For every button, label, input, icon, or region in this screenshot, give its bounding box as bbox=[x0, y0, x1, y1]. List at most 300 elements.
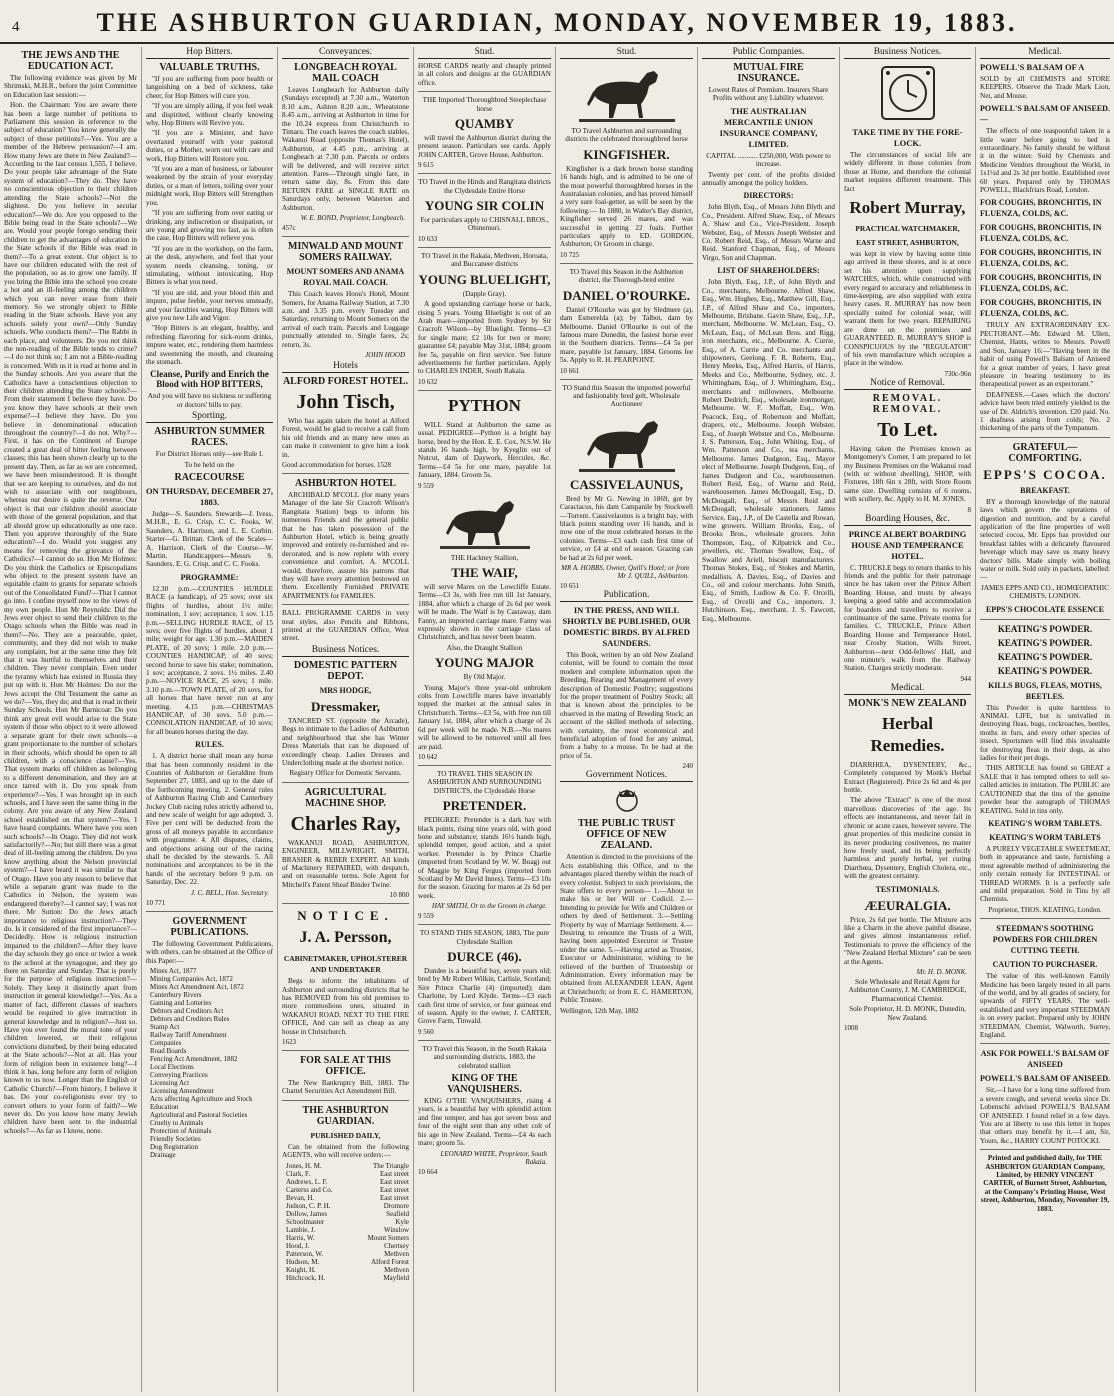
agent-name: Dollow, James bbox=[286, 1209, 328, 1218]
ad-heading: ON THURSDAY, DECEMBER 27, 1883. bbox=[146, 486, 273, 508]
agent-row bbox=[286, 1218, 409, 1226]
masthead bbox=[0, 0, 1114, 44]
ad-heading: RACECOURSE bbox=[174, 472, 245, 484]
ad-text: Bred by Mr G. Newing in 1869, got by Caractacus, his dam Campanile by Stockwell—Torrent. Cassivelaunus is a bright bay, with black points standing over 16 hands, and is now one of the most celebrated horses in the colonies. Terms—£3 each cash first time of service, or £4 at end of season. Grazing can be had at 2s 6d per week. bbox=[560, 494, 693, 562]
ad-text: Having taken the Premises known as Montgomery's Corner, I am prepared to let my Business Premises on the Wakanui road (with or without dwelling), SHOP, with Fixtures, 18ft 6in x 28ft, with Store Room same size. Dwelling consists of 6 rooms, with scullery, &c. Apply to H. M. JONES. bbox=[844, 444, 971, 504]
agent-row bbox=[286, 1162, 409, 1170]
agent-row bbox=[286, 1250, 409, 1258]
ad-number: 10 633 bbox=[418, 234, 438, 243]
agent-location: Methven bbox=[384, 1265, 409, 1274]
agent-location: East street bbox=[380, 1169, 409, 1178]
ad-text: TO STAND THIS SEASON, 1883, The pure Clydesdale Stallion bbox=[419, 929, 550, 946]
ad-text: was kept in view by having some time ago arrived in these shores, and is at once set his attention upon supplying WATCHES, which, while constructed with every regard to accuracy and reliableness in time-keeping, are also supplied with extra heavy cases. R. MURRAY has now been specially suited for colonial wear, will warrant them for two years. REPAIRING are done on the premises and GUARANTEED. R. MURRAY'S SHOP is CONSPICUOUS by the "REGULATOR" of his own manufacture which occupies a place in the window. bbox=[844, 250, 971, 368]
publication-item: Friendly Societies bbox=[150, 1134, 201, 1143]
column-8 bbox=[976, 47, 1114, 1392]
section-head: Stud. bbox=[418, 47, 551, 59]
publication-item: Stamp Act bbox=[150, 1022, 180, 1031]
ad-text: BALL PROGRAMME CARDS in very neat styles, also Pencils and Ribbons, printed at the GUARDIAN Office, West street. bbox=[282, 609, 409, 643]
horse-name: YOUNG MAJOR bbox=[434, 655, 535, 671]
ad-heading: TAKE TIME BY THE FORE-LOCK. bbox=[852, 127, 963, 148]
keatings-heading: KEATING'S POWDER. bbox=[997, 623, 1093, 634]
column-5 bbox=[556, 47, 698, 1392]
ad-heading: IN THE PRESS, AND WILL SHORTLY BE PUBLISHED, OUR DOMESTIC BIRDS. BY ALFRED SAUNDERS. bbox=[562, 605, 691, 648]
agent-location: East street bbox=[380, 1193, 409, 1202]
divider bbox=[980, 1149, 1110, 1150]
divider bbox=[418, 247, 551, 248]
article-body: Hon. the Chairman: You are aware there has been a large number of petitions to Parliament this session in reference to the subject of education? You know generally the subject of those petitions?—Yes. You are a member of the Hebrew persuasion?—I am. How many Jews are there in New Zealand?—According to the last census 1,555, I believe. Do your people take advantage of the State system of education?—They do. They have no conscientious objection to their children attending the State schools?—Not the slightest. Do you believe in secular education?—We do. Are you opposed to the Bible being read in the State schools?—We are. Would your people forego sending their children to get the advantages of education in the State schools if the Bible was read in them?—To a great extent. Our object is to have our children educated with the rest of the population, so as to grow one family. If you bring the Bible into the school you create a hot and an ill-feeling among the children which you can never erase from their memory. So we strongly object to Bible reading in the State schools. Have you any schools solely your own?—Only Sunday schools. Who conducts them?—The Rabbi in each place, and volunteers. Do you not think the non-reading of the Bible tends to crime?—I do not think so; I am not a Bible-reading is concerned. With us it is read at home and in the Sunday schools. Are you aware that the Catholics have a conscientious objection to their children attending the State schools?—From their statement I believe they have. Do you know they have schools at their own expense?—I believe they have. Do you believe in denominational education throughout the country?—I do not. Why?—First, it has on the Continent of Europe created a great deal of bitter feeling between classes; this has been shown clearly up to the present day. Then, as far as we are concerned, we have been misunderstood. It is thought that we are keeping to ourselves, and do not wish to associate with our neighbours, whereas our desire is quite the reverse. Our object is that our children should associate with those of the general population, and that all should grow up educationally as one race. Then you approve thoroughly of the State education?—I do. Would you suggest any means for removing the grievance of the Catholics?—I cannot do so. Hon Mr Holmes: Do you think the Catholics or Episcopalians who object to the present system have an equitable claim to grants for separate schools out of the Consolidated Fund?—That I cannot go into. I confine myself now to the views of my own people. Hon Mr Reynolds: Did the Jews ever object to send their children to the Otago schools when the Bible was read in them?—No. They are a peaceable, quiet, community, and they did not wish to make any complaint, but at the same time they felt that it was hurtful to themselves and their children. They never complain. Even under the tyranny which has existed in Russia they put up with it. Hon Mr Holmes: Do not the Jews accept the Old Testament the same as we do?—Yes, they do; and that is read in their Sunday Schools. Hon Mr Barnicoat: Do you think any great evil would arise to the State system if those who object to it were allowed a separate grant for their own schools—a grant proportionate to the number of scholars in their schools, which should be open to all children, with a conscience clause?—Yes. That system marks off children as belonging to a different denomination, and they are at once tarred with it. Do you speak from experience?—Yes. I was brought up in such schools, and I have seen the same thing in the colony. Are you aware of any New Zealand school established on that system?—Yes. I have heard complaints. Where have you seen such schools?—In Otago. They did not work satisfactorily?—No; but still there was a great deal of ill-feeling among the children. Do you know anything about the Nelson provincial system?—I have heard it was similar to that of Otago. Have you any reason to believe that while a separate grant was made to the Catholics in Nelson, the system was endangered thereby?—I cannot say; I was not there. Mr Sutton: Do the Jews attach importance to religious instruction?—They do. Is it considered of the first importance?—Decidedly. How is religious instruction imparted to the children?—After they leave the day schools they go once or twice a week to the school at the synagogue, and they go there on Saturday and Sunday. That is purely for the purpose of religious instruction?—Solely. They keep it distinctly apart from instruction in general knowledge?—Yes. As a matter of fact, different classes of teachers would be required to give instruction in general knowledge and in religion?—Just so. Have you ever found the moral tone of your children lowered, or their religious convictions disturbed, by their being educated at the State schools?—Not at all. Has your form of religion been in existence long?—I think it has, long before any form of religion known to us now. Longer than the English or Catholic Church?—From history, I believe it has. Do your co-religionists ever try to convert others to your form of faith?—We never do. Do you know how many Jewish children have been sent to the industrial schools?—As far as I know, none. bbox=[4, 101, 138, 1135]
truth-paragraph: "If you are a man of business, or labourer weakened by the strain of your everyday duties, or a man of letters, toiling over your midnight work, Hop Bitters will Strengthen you. bbox=[146, 165, 273, 207]
ad-text: TO Stand this Season the imported powerful and fashionably bred gelt, Wholesale Auctioneer bbox=[562, 383, 691, 409]
section-head: Business Notices. bbox=[282, 645, 409, 657]
publication-item: Gaming and Lotteries bbox=[150, 998, 212, 1007]
publication-item: Agricultural and Pastoral Societies bbox=[150, 1110, 248, 1119]
horse-engraving-icon bbox=[579, 412, 675, 474]
ad-headline: EPPS'S COCOA. bbox=[983, 466, 1107, 482]
agent-location: East street bbox=[380, 1185, 409, 1194]
ad-text: will serve Mares on the Lowcliffe Estate. Terms—£3 3s, with free run till 1st January, 1884, after which a charge of 2s 6d per week will be made. The Waif is by Castaway, dam Fanny, an imported carriage mare. Fanny was expressly shown in the carriage class of Christchurch, and has never been beaten. bbox=[418, 583, 551, 642]
publication-item: Licensing Act bbox=[150, 1078, 190, 1087]
column-3 bbox=[278, 47, 414, 1392]
ad-text: Can be obtained from the following AGENTS, who will receive orders:— bbox=[282, 1142, 409, 1160]
column-2 bbox=[142, 47, 278, 1392]
truths-list bbox=[146, 75, 273, 366]
horse-name: THE WAIF, bbox=[451, 565, 518, 580]
ad-headline: Charles Ray, bbox=[290, 812, 401, 835]
ad-heading: REMOVAL. REMOVAL. bbox=[872, 392, 943, 415]
agent-name: Hood, J. bbox=[286, 1241, 310, 1250]
ad-text: TO Travel this Season in the Ashburton district, the Thorough-bred entire bbox=[569, 267, 684, 285]
ad-heading: PRACTICAL WATCHMAKER, bbox=[855, 224, 960, 234]
agent-location: Seafield bbox=[386, 1209, 409, 1218]
truth-paragraph: "If you are suffering from poor health or languishing on a bed of sickness, take cheer, for Hop Bitters will cure you. bbox=[146, 75, 273, 100]
ad-heading: MOUNT SOMERS AND ANAMA ROYAL MAIL COACH. bbox=[286, 267, 405, 288]
ad-text: C. TRUCKLE begs to return thanks to his friends and the public for their patronage since he has taken over the Prince Albert Boarding House, and trusts by always keeping a good table and accommodation for boarders and travellers to receive a continuance of the same. Private rooms for families. C. TRUCKLE, Prince Albert Boarding House and Temperance Hotel, near Crosby Station, Wills Street, Ashburton—next Odd-fellows' Hall, and one minute's walk from the Railway Station. Charges strictly moderate. bbox=[844, 563, 971, 673]
publication-item: Cruelty to Animals bbox=[150, 1118, 204, 1127]
keatings-heading: KEATING'S POWDER. bbox=[997, 637, 1093, 648]
ad-heading: TESTIMONIALS. bbox=[875, 884, 940, 894]
agent-row bbox=[286, 1202, 409, 1210]
ad-text: John Blyth, Esq., of Messrs John Blyth and Co., President. Alfred Shaw, Esq., of Messrs A. Shaw and Co., Vice-President. Joseph Webster, Esq., of Messrs Joseph Webster and Co. Robert Reid, Esq., of Messrs Warne and Reid. Stanford Chapman, Esq., of Messrs Virgo, Son and Chapman. bbox=[702, 203, 835, 262]
ad-text: PEDIGREE: Pretender is a dark bay with black points, rising nine years old, with good bone and substance; stands 16½ hands high, splendid temper, good action, and a quiet worker. Pretender is by Prince Charlie (imported from Scotland by W. W. Boag) out of Maggie by King Fergus (imported from Scotland by Mr David Innes). Terms—£3 10s for the season. Grazing for mares at 2s 6d per week. bbox=[418, 816, 551, 900]
ad-text: Dundee is a beautiful bay, seven years old; bred by Mr Robert Wilkin, Carlisle, Scotland; Sire Prince Charlie (4) (imported); dam Charlotte, by Lord Klyde. Terms—£3 each cash first time of service, or four guineas end of season. Apply to the owner, J. CARTER, Grove Farm, Tinwald. bbox=[418, 967, 551, 1026]
publication-list bbox=[146, 967, 273, 1159]
agent-location: Kyle bbox=[395, 1217, 409, 1226]
ad-number: 10 642 bbox=[418, 752, 438, 761]
ad-text: Young Major's three year-old unbroken colts from Lowcliffe mares have invariably topped the market at the annual sales in Christchurch. Terms—£3 5s, with free run till January 1st, 1884, after which a charge of 2s 6d per week will be made. N.B.—No mares will be allowed to be removed until all fees are paid. bbox=[418, 683, 551, 751]
ad-text: Price, 2s 6d per bottle. The Mixture acts like a Charm in the above painful disease, and gives almost instantaneous relief. Testimonials to prove the efficiency of the "New Zealand Herbal Mixture" can be seen at the Agents. bbox=[844, 915, 971, 966]
ad-heading: PROGRAMME: bbox=[180, 572, 239, 582]
page-number: 4 bbox=[12, 19, 23, 35]
ad-text: TO Travel Ashburton and surrounding districts the celebrated thoroughbred horse bbox=[565, 127, 688, 144]
agent-name: Lambie, J. bbox=[286, 1225, 316, 1234]
ad-text: KING O'THE VANQUISHERS, rising 4 years, is a beautiful bay with splendid action and fine temper, and has got seven boss and four of the eight sent than any other colt of his age in New Zealand. Terms—£4 4s each mare; groom 5s. bbox=[418, 1097, 551, 1148]
ad-number: 8 bbox=[967, 505, 971, 514]
ad-text: JAMES EPPS AND CO., HOMŒOPATHIC CHEMISTS, LONDON. bbox=[981, 583, 1109, 601]
agent-location: East street bbox=[380, 1177, 409, 1186]
ad-heading: THE PUBLIC TRUST OFFICE OF NEW ZEALAND. bbox=[577, 818, 676, 852]
ad-text: This Coach leaves Hoou's Hotel, Mount Somers, for Anama Railway Station, at 7.30 a.m. and 3.35 p.m. every Tuesday and Saturday, returning to Mount Somers on the arrival of each train. Parcels and Luggage punctually attended to. Single fares, 2s; return, 3s. bbox=[282, 290, 409, 349]
section-head: Hotels bbox=[282, 361, 409, 373]
ad-text: TO Travel this Season, in the South Rakaia and surrounding districts, 1883, the celebrated stallion bbox=[422, 1044, 547, 1070]
ad-number: Good accommodation for horses. 1528 bbox=[282, 460, 392, 469]
ad-heading: LONGBEACH ROYAL MAIL COACH bbox=[294, 62, 397, 84]
agent-location: Alford Forest bbox=[371, 1257, 409, 1266]
ad-text: HORSE CARDS neatly and cheaply printed in all colors and designs at the GUARDIAN office. bbox=[418, 62, 551, 87]
agent-row bbox=[286, 1258, 409, 1266]
ad-text: ARCHIBALD M'COLL (for many years Manager of the late Sir Cracroft Wilson's Rangitata Station) begs to inform his numerous Friends and the general public that he has taken possession of the Ashburton Hotel, which is being greatly improved and entirely re-furnished and re-decorated, and is now replete with every convenience and comfort. A. M'COLL would, therefore, assure his patrons that they will have every attention bestowed on them. Excellently Furnished PRIVATE APARTMENTS for FAMILIES. bbox=[282, 490, 409, 600]
publication-item: Mines Act Amendment Act, 1872 bbox=[150, 982, 244, 991]
agent-name: Hudson, M. bbox=[286, 1257, 320, 1266]
agent-row bbox=[286, 1194, 409, 1202]
ad-headline: Herbal Remedies. bbox=[870, 713, 945, 755]
ad-heading: GRATEFUL—COMFORTING. bbox=[1008, 441, 1082, 464]
horse-name: DANIEL O'ROURKE. bbox=[562, 287, 691, 303]
ad-text: This Powder is quite harmless to ANIMAL LIFE, but is unrivalled in destroying fleas, bugs, cockroaches, beetles, moths in furs, and every other species of insect. Sportsmen will find this invaluable for destroying fleas in their dogs, as also ladies for their pet dogs. bbox=[980, 703, 1110, 763]
publication-item: Acts affecting Agriculture and Stock bbox=[150, 1094, 253, 1103]
agent-location: Chertsey bbox=[384, 1241, 409, 1250]
horse-engraving-icon bbox=[440, 493, 530, 551]
ad-headline: Cleanse, Purify and Enrich the Blood with HOP BITTERS, bbox=[150, 369, 269, 390]
keatings-heading: KEATING'S POWDER. bbox=[997, 665, 1093, 676]
ad-text: Sole Proprietor, H. D. MONK, Dunedin, New Zealand. bbox=[849, 1005, 966, 1022]
ad-number: 10 651 bbox=[560, 582, 580, 590]
ad-number: 730c-96n bbox=[944, 369, 971, 378]
ad-text: John Blyth, Esq., J.P., of John Blyth and Co., merchants, Melbourne. Alfred Shaw, Esq., Wm. Hughes, Esq., Matthew Gill, Esq., J.P., of Alfred Shaw and Co., importers, Melbourne, Brisbane. Gavin Shaw, Esq., J.P., merchant, Melbourne. W. McLean, Esq., O. McLean, Esq., of McLean Bros. and Rigg, iron merchants, etc., Melbourne. A. Currie, Esq., of A. Currie and Co. merchants and shipowners, Geelong. F. R. Roberts, Esq., Henry Meeks, Esq., Alfred Harris, of Harris, Meeks and Co., Melbourne, Sydney, etc. J. Whittingham, Esq., of J. Whittingham, Esq., merchants and millowners, Melbourne. Robert Dedrich, Esq., wholesale ironmonger, Melbourne. W. F. Moffatt, Esq., Wm. Peacock, Esq., of Robertson and Moffatt, drapers, etc., Melbourne. Joseph Webster, Esq., of Joseph Webster and Co., Melbourne. J. S. Patterson, Esq., John Whiting, Esq., of Wm. Patterson and Co., tea merchants, Melbourne. James Dudgeon, Esq., Mayor elect of Melbourne. Joseph Dudgeon, Esq., of James Dudgeon and Co., warehousemen. Robert Reid, Esq., of Warne and Reid, warehousemen. James McDougall, Esq., D. McDougall, Esq., of Messrs Reid and McDougall, wholesale stationers. James Service, Esq., J.P., of De Castella and Rowan, wine growers. William Brooks, Esq., of Brooks Bros., wholesale grocers. John Thompson, Esq., of Kilpatrick and Co., jewellers, etc. Thomas Swallow, Esq., of Swallow and Ariell, biscuit manufacturers. Thomas Stokes, Esq., of Stokes and Martin, medallists. A. Davies, Esq., of Davies and Co., oil and colour merchants. John Smith, Esq., of Smith, Ludlow & Co. F. Orcelli, Esq., of Orcelli and Co., importers. J. Hutchinson, Esq., merchant. J. S. Fawcett, Esq., Melbourne. bbox=[702, 278, 835, 623]
publication-item: Fencing Act Amendment, 1882 bbox=[150, 1054, 238, 1063]
ad-headline: John Tisch, bbox=[296, 390, 395, 413]
section-head: Hop Bitters. bbox=[146, 47, 273, 59]
ad-number: 944 bbox=[960, 674, 971, 683]
ad-text: THE Imported Thoroughbred Steeplechase horse bbox=[422, 96, 547, 113]
truth-paragraph: "Hop Bitters is an elegant, healthy, and refreshing flavoring for sick-room drinks, impure water, etc., rendering them harmless and sweetening the mouth, and cleansing the stomach. bbox=[146, 324, 273, 366]
agent-name: Patterson, W. bbox=[286, 1249, 324, 1258]
ad-heading: THE AUSTRALIAN MERCANTILE UNION INSURANCE COMPANY, LIMITED. bbox=[719, 105, 818, 149]
publication-item: Education bbox=[150, 1102, 179, 1111]
ad-text: For District Horses only—see Rule I. bbox=[155, 450, 264, 459]
ad-number: 1623 bbox=[282, 1038, 296, 1046]
ad-heading: STEEDMAN'S SOOTHING POWDERS FOR CHILDREN CUTTING TEETH. bbox=[992, 924, 1098, 956]
ad-text: Kingfisher is a dark brown horse standing 16 hands high, and is admitted to be one of the most powerful thoroughbred horses in the Australasian colonies, and has proved himself a very sure foal-getter, as will be seen by the following:— In 1880, in Walter's Bay district, Kingfisher served 26 mares, and was successful in getting 22 foals. Further particulars apply to ED. GORDON, Ashburton; Or Groom in charge. bbox=[560, 164, 693, 249]
ad-headline: NOTICE. bbox=[297, 908, 394, 924]
signature: LEONARD WHITE, Proprietor, South Rakaia. bbox=[440, 1149, 547, 1166]
section-head: Publication. bbox=[560, 590, 693, 602]
cough-remedy-heading: FOR COUGHS, BRONCHITIS, IN FLUENZA, COLDS, &C. bbox=[980, 198, 1102, 219]
ad-number: 10 800 bbox=[389, 891, 409, 900]
agent-location: Methven bbox=[384, 1249, 409, 1258]
ad-heading: ASHBURTON SUMMER RACES. bbox=[154, 426, 265, 449]
ad-heading: FOR SALE AT THIS OFFICE. bbox=[300, 1055, 391, 1077]
divider bbox=[418, 924, 551, 925]
agents-list bbox=[282, 1162, 409, 1282]
ad-text: TRULY AN EXTRAORDINARY EX-PECTORANT.—Mr. Edward M. Ullett, Chemist, Hants, writes to Messrs. Powell and Son, January 16:—"Having been in the habit of using Powell's Balsam of Aniseed for a great number of years, I have great pleasure in bearing testimony to its therapeutical power as an expectorant." bbox=[980, 321, 1110, 389]
truth-paragraph: "If you are a Minister, and have overtaxed yourself with your pastoral duties, or a Mother, worn out with care and work, Hop Bitters will Restore you. bbox=[146, 129, 273, 163]
divider bbox=[560, 379, 693, 380]
ad-heading: DIRECTORS: bbox=[743, 191, 794, 201]
section-head: Sporting. bbox=[146, 411, 273, 423]
ad-text: Registry Office for Domestic Servants. bbox=[289, 769, 402, 778]
keatings-heading: KEATING'S POWDER. bbox=[997, 651, 1093, 662]
agent-row bbox=[286, 1210, 409, 1218]
agent-row bbox=[286, 1178, 409, 1186]
publication-item: Mines Act, 1877 bbox=[150, 966, 197, 975]
signature: W. E. BOND, Proprietor, Longbeach. bbox=[300, 214, 405, 223]
ad-text: By Old Major. bbox=[463, 673, 506, 682]
cough-remedy-heading: FOR COUGHS, BRONCHITIS, IN FLUENZA, COLDS, &C. bbox=[980, 248, 1102, 269]
section-head: Stud. bbox=[560, 47, 693, 59]
ad-text: Sole Wholesale and Retail Agent for Ashburton County, J. M. CAMBRIDGE, Pharmaceutical Chemist. bbox=[848, 977, 967, 1003]
ad-text: The circumstances of social life are widely different in those colonies from those at Home, and therefore the colonial market requires different treatment. This fact bbox=[844, 151, 971, 193]
agent-row bbox=[286, 1226, 409, 1234]
publication-item: Protection of Animals bbox=[150, 1126, 212, 1135]
divider bbox=[560, 263, 693, 264]
agent-row bbox=[286, 1266, 409, 1274]
agent-row bbox=[286, 1234, 409, 1242]
section-head: Medical. bbox=[980, 47, 1110, 59]
ad-number: 10 725 bbox=[560, 250, 580, 259]
truth-paragraph: "If you are old, and your blood thin and impure, pulse feeble, your nerves unsteady, and your faculties waning, Hop Bitters will give you new Life and Vigor. bbox=[146, 288, 273, 322]
agent-name: Knight, H. bbox=[286, 1265, 316, 1274]
ad-text: 12.30 p.m.—COUNTIES HURDLE RACE (a handicap), of 25 sovs; over six flights of hurdles, about 1½ mile; nomination, 1 sov; acceptance, 1 sov. 1.15 p.m.—SELLING HURDLE RACE, of 15 sovs; over five flights of hurdles, about 1 mile; weight for age. 1.30 p.m.—MAIDEN PLATE, of 20 sovs; 1 mile. 2.0 p.m.—COUNTIES HANDICAP, of 40 sovs; second horse to save his stake; nomination, 1 sov; acceptance, 2 sovs. 1½ miles. 2.40 p.m.—NOVICE RACE, 25 sovs; 1 mile. 3.10 p.m.—TOWN PLATE, of 20 sovs, for all horses that have never run at any meeting. 4.15 p.m.—CHRISTMAS HANDICAP, of 30 sovs. 5.0 p.m.—CONSOLATION HANDICAP, of 10 sovs; for all beaten horses during the day. bbox=[146, 584, 273, 736]
ad-text: This Book, written by an old New Zealand colonist, will be found to contain the most modern and complete information upon the Breeding, Rearing and Management of every description of Domestic Poultry; suggestions for the proper treatment of Poultry Stock; all that is known about the principles to be observed in the mating of Breeding Stock; an account of the skilled methods of selecting, with certainty, the most economical and beneficial adoption of food for any animal, from a baby to a mouse. To be had at the price of 5s. bbox=[560, 651, 693, 760]
ad-text: For particulars apply to CHISNALL BROS., Ohinemuri. bbox=[420, 216, 549, 233]
horse-name: PRETENDER. bbox=[442, 798, 527, 814]
ad-heading: ALFORD FOREST HOTEL. bbox=[282, 375, 409, 387]
ad-heading: AGRICULTURAL MACHINE SHOP. bbox=[304, 786, 387, 809]
agent-location: Mayfield bbox=[383, 1273, 409, 1282]
publication-item: Companies bbox=[150, 1038, 182, 1047]
ad-heading: ASHBURTON HOTEL bbox=[295, 477, 396, 489]
publication-item: Drainage bbox=[150, 1150, 176, 1159]
ad-heading: POWELL'S BALSAM OF ANISEED. bbox=[980, 1074, 1110, 1084]
ad-text: Lowest Rates of Premium. Insurers Share Profits without any Liability whatever. bbox=[708, 86, 829, 103]
ad-text: Attention is directed to the provisions of the Acts establishing this Office, and to the advantages placed thereby within the reach of every colonist. Subject to such provisions, the State offers to every person— 1.—About to make his or her Will or Codicil. 2.—Intending to provide for Wife and Children or others by deed of Settlement. 3.—Settling Property by way of Marriage Settlement. 4.—Desiring to renounce the Trusts of a Will, having been appointed Executor or Trustee under the same. 5.—Having acted as Trustee, Executor or Administrator, wishing to be relieved of the burthen of Trusteeship or Administration. Every information may be obtained from ALEXANDER LEAN, Agent at Christchurch; or from E. C. HAMERTON, Public Trustee. bbox=[560, 853, 693, 1005]
divider bbox=[282, 236, 409, 237]
ad-heading: PRINCE ALBERT BOARDING HOUSE AND TEMPERANCE HOTEL. bbox=[848, 528, 967, 561]
signature: JOHN HOOD bbox=[365, 350, 405, 359]
ad-number: 10 661 bbox=[560, 366, 580, 375]
section-head: Notice of Removal. bbox=[844, 378, 971, 390]
ad-heading: PUBLISHED DAILY, bbox=[310, 1130, 381, 1140]
ad-number: 9 559 bbox=[418, 912, 434, 921]
column-7 bbox=[840, 47, 976, 1392]
ad-text: TO Travel in the Rakaia, Methven, Horoata, and Buccaneer districts bbox=[420, 251, 549, 269]
signature: Mr. H. D. MONK. bbox=[916, 967, 967, 976]
ad-text: Sir,—I have for a long time suffered from a severe cough, and several weeks since Dr. Lobenschi advised POWELL'S BALSAM OF ANISEED. I found relief in a few days. You are at liberty to use this letter in hopes that others may benefit by it.—I am, Sir, Yours, &c., HARRY COUNT POTOCKI. bbox=[980, 1086, 1110, 1145]
section-head: Public Companies. bbox=[702, 47, 835, 59]
ad-number: 9 560 bbox=[418, 1027, 434, 1036]
ad-text: BY a thorough knowledge of the natural laws which govern the operations of digestion and nutrition, and by a careful application of the fine properties of well selected cocoa, Mr. Epps has provided our breakfast tables with a delicately flavoured beverage which may save us many heavy doctors' bills. Made simply with boiling water or milk. Sold only in packets, labelled:— bbox=[980, 497, 1110, 582]
ad-number: 10 664 bbox=[418, 1167, 438, 1176]
article-intro: The following evidence was given by Mr Shrimski, M.H.R., before the joint Committee on Education last session:— bbox=[4, 74, 137, 99]
ad-text: Begs to inform the inhabitants of Ashburton and surrounding districts that he has REMOVED from his old premises to more commodious ones, situated in WAKANUI ROAD, NEXT TO THE FIRE OFFICE, And can sell as cheap as any house in Christchurch. bbox=[282, 977, 409, 1036]
publication-item: Debtors and Creditors Rules bbox=[150, 1014, 230, 1023]
ad-heading: POWELL'S BALSAM OF A bbox=[980, 62, 1085, 72]
publication-item: Local Elections bbox=[150, 1062, 194, 1071]
horse-engraving-icon bbox=[579, 62, 675, 124]
article-heading: THE JEWS AND THE EDUCATION ACT. bbox=[21, 50, 120, 72]
horse-name: QUAMBY bbox=[454, 116, 515, 132]
ad-text: SOLD by all CHEMISTS and STORE KEEPERS. Observe the Trade Mark Lion, Net, and Mouse. bbox=[980, 75, 1110, 100]
ad-text: And you will have no sickness or suffering or doctors' bills to pay. bbox=[147, 392, 272, 409]
ad-text: DEAFNESS.—Cases which the doctors' advice have been tried entirely yielded to the use of Dr. Aldrich's invention. £20 paid. No. 1 deafness arising from colds; No. 2 thickening of the parts of the Tympanum. bbox=[980, 390, 1110, 433]
ad-text: The above "Extract" is one of the most marvellous discoveries of the age. Its effects are instantaneous, and never fail in chronic or acute cases, however severe. The great properties of this medicine consist in its never producing costiveness, no matter how freely used, and its being perfectly harmless and purely herbal, yet curing Diarrhœa, Dysentery, English Cholera, etc., with the greatest certainty. bbox=[844, 796, 971, 881]
ad-text: The value of this well-known Family Medicine has been largely tested in all parts of the world, and by all grades of society, for upwards of FIFTY YEARS. The well-established and very important STEEDMAN is on every packet. Prepared only by JOHN STEEDMAN, Chemist, Walworth, Surrey, England. bbox=[980, 972, 1110, 1039]
horse-name: YOUNG BLUELIGHT, bbox=[418, 271, 551, 287]
divider bbox=[146, 911, 273, 912]
divider bbox=[418, 173, 551, 174]
ad-heading: MRS HODGE, bbox=[319, 685, 372, 695]
divider bbox=[282, 903, 409, 904]
ad-text: Judge—S. Saunders. Stewards—J. Ivess, M.H.R., E. G. Crisp, C. C. Fooks, W. Saunders, A. Harrison, and L. E. Corbin. Starter—G. Brittan. Clerk of the Scales—A. Harrison. Clerk of the Course—W. Martin. Handicappers—Messrs S. Saunders, E. G. Crisp, and C. C. Fooks. bbox=[146, 510, 273, 569]
ad-text: Daniel O'Rourke was got by Sledmere (a), dam Esmerelda (a); by Talbot, dam by Melbourne. Daniel O'Rourke is out of the famous mare Dunedin, the fastest horse ever in the Southern districts. Terms—£4 5s per mare, payable 1st January, 1884. Grooms fee 5s. Apply to R. H. PEARPOINT. bbox=[560, 305, 693, 365]
ad-heading: CABINETMAKER, UPHOLSTERER AND UNDERTAKER bbox=[283, 954, 408, 975]
agent-location: Mount Somers bbox=[367, 1233, 409, 1242]
ad-text: THIS ARTICLE has found so GREAT a SALE that it has tempted others to sell so-called articles in imitation. The PUBLIC are CAUTIONED that the tins of the genuine powder bear the autograph of THOMAS KEATING. Sold in tins only. bbox=[980, 764, 1110, 815]
ad-text: The New Bankruptcy Bill, 1883. The Chattel Securities Act Amendment Bill. bbox=[282, 1079, 409, 1096]
publication-item: Debtors and Creditors Act bbox=[150, 1006, 224, 1015]
printer-imprint: Printed and published daily, for THE ASHBURTON GUARDIAN Company, Limited, by HENRY VINCENT CARTER, of Burnett Street, Ashburton, at the Company's Printing House, West street, Ashburton, Monday, November 19, 1883. bbox=[980, 1154, 1110, 1213]
ad-text: DIARRHŒA, DYSENTERY, &c., Completely conquered by Monk's Herbal Extract (Registered). Price 2s 6d and 4s per bottle. bbox=[844, 760, 971, 795]
truth-paragraph: "If you are in the workshop, on the farm, at the desk, anywhere, and feel that your system needs cleansing, toning, or stimulating, without intoxicating, Hop Bitters is what you need. bbox=[146, 244, 273, 287]
ad-heading: KEATING'S WORM TABLETS bbox=[989, 832, 1101, 842]
agent-location: Winslow bbox=[384, 1225, 409, 1234]
signature: HAY SMITH, Or to the Groom in charge. bbox=[431, 902, 547, 911]
coughs-list bbox=[980, 197, 1110, 319]
ad-heading: RULES. bbox=[195, 740, 224, 750]
agent-row bbox=[286, 1170, 409, 1178]
section-head: Medical. bbox=[844, 683, 971, 695]
ad-heading: MONK'S NEW ZEALAND bbox=[848, 697, 967, 709]
ad-number: 240 bbox=[682, 762, 693, 771]
ad-text: (Dapple Gray). bbox=[462, 289, 507, 298]
agent-location: Dromore bbox=[383, 1201, 409, 1210]
agent-name: Andrews, L. F. bbox=[286, 1177, 328, 1186]
agent-name: Harris, W. bbox=[286, 1233, 315, 1242]
ad-heading: BREAKFAST. bbox=[1020, 485, 1070, 495]
ad-text: will travel the Ashburton district during the present season. Particulars see cards. Apply JOHN CARTER, Grove House, Ashburton. bbox=[418, 134, 551, 159]
publication-item: Conveying Practices bbox=[150, 1070, 208, 1079]
ad-text: Leaves Longbeach for Ashburton daily (Sundays excepted) at 7.30 a.m., Waterton 8.10 a.m., Ashton 8.20 a.m., Wheatstone 8.45 a.m., arriving at Ashburton in time for the 10.24 express from Christchurch to Timaru. The coach leaves the coach stables, Wakanui Road (opposite Thomas's Hotel), Ashburton, at 4.45 p.m., arriving at Longbeach at 7.30 p.m. Parcels or orders will be delivered, and will receive strict attention. Fares—Through single fare, in return same day, 8s. From this date RETURN FARE at SINGLE RATE on Saturdays only, between Waterton and Ashburton. bbox=[282, 86, 409, 212]
divider bbox=[980, 918, 1110, 919]
ad-heading: CAUTION TO PURCHASER. bbox=[992, 960, 1098, 970]
ad-number: 10 771 bbox=[146, 898, 166, 907]
divider bbox=[418, 91, 551, 92]
ad-text: Who has again taken the hotel at Alford Forest, would be glad to receive a call from his old friends and as many new ones as can make it convenient to give him a look in. bbox=[282, 416, 409, 459]
horse-name: KINGFISHER. bbox=[583, 146, 670, 162]
agent-row bbox=[286, 1274, 409, 1282]
divider bbox=[282, 1100, 409, 1101]
horse-name: PYTHON bbox=[448, 395, 521, 415]
ad-text: TO TRAVEL THIS SEASON IN ASHBURTON AND SURROUNDING DISTRICTS, the Clydesdale Horse bbox=[427, 769, 542, 795]
divider bbox=[418, 1040, 551, 1041]
ad-text: THE Hackney Stallion, bbox=[450, 553, 519, 562]
horse-name: CASSIVELAUNUS, bbox=[569, 476, 684, 492]
ad-heading: MINWALD AND MOUNT SOMERS RAILWAY. bbox=[288, 241, 403, 264]
ad-number: 9 559 bbox=[418, 481, 434, 490]
divider bbox=[980, 619, 1110, 620]
column-6 bbox=[698, 47, 840, 1392]
divider bbox=[282, 1050, 409, 1051]
ad-headline: To Let. bbox=[877, 418, 938, 441]
cough-remedy-heading: FOR COUGHS, BRONCHITIS, IN FLUENZA, COLDS, &C. bbox=[980, 273, 1102, 294]
agent-name: Carterss and Co. bbox=[286, 1185, 333, 1194]
ad-footer: Wellington, 12th May, 1882 bbox=[560, 1006, 639, 1015]
ad-number: 457c bbox=[282, 224, 296, 233]
agent-row bbox=[286, 1242, 409, 1250]
publication-item: Canterbury Rivers bbox=[150, 990, 202, 999]
divider bbox=[980, 1043, 1110, 1044]
ad-text: The effects of one teaspoonful taken in a little water before going to bed is extraordinary. No family should be without it in the winter. Sold by Chemists and Medicine Vendors throughout the World, in 1s1½d and 2s 3d per bottle. Established over 60 years. Prepared only by THOMAS POWELL, Blackfriars Road, London. bbox=[980, 127, 1110, 195]
ad-text: TO Travel in the Hinds and Rangitata districts the Clydesdale Entire Horse bbox=[418, 178, 551, 195]
ad-text: WAKANUI ROAD, ASHBURTON, ENGINEER, MILLWRIGHT, SMITH, BRASIER & REBER EXPERT. All kinds of Machinery REPAIRED, with despatch, and on reasonable terms. Sole Agent for Mitchell's Patent Sheaf Binder Twine. bbox=[282, 838, 409, 889]
ad-text: CAPITAL ........... £250,000, With power to increase. bbox=[706, 151, 831, 169]
agent-name: Clark, F. bbox=[286, 1169, 311, 1178]
ad-heading: KILLS BUGS, FLEAS, MOTHS, BEETLES. bbox=[988, 680, 1102, 701]
ad-headline: Dressmaker, bbox=[311, 698, 380, 714]
divider bbox=[418, 765, 551, 766]
agent-row bbox=[286, 1186, 409, 1194]
publication-item: Road Boards bbox=[150, 1046, 187, 1055]
cough-remedy-heading: FOR COUGHS, BRONCHITIS, IN FLUENZA, COLDS, &C. bbox=[980, 223, 1102, 244]
agent-name: Bevan, H. bbox=[286, 1193, 315, 1202]
publication-item: Licensing Amendment bbox=[150, 1086, 214, 1095]
ad-headline: ÆEURALGIA. bbox=[864, 897, 951, 913]
horse-name: KING OF THE VANQUISHERS. bbox=[447, 1073, 522, 1096]
ad-heading: VALUABLE TRUTHS. bbox=[159, 62, 260, 73]
divider bbox=[418, 390, 551, 391]
ad-text: To be held on the bbox=[184, 460, 235, 469]
ad-text: A PURELY VEGETABLE SWEETMEAT, both in appearance and taste, furnishing a most agreeable method of administering the only certain remedy for INTESTINAL or THREAD WORMS. It is a perfectly safe and mild preparation. Sold in Tins by all Chemists. bbox=[980, 844, 1110, 904]
section-head: Boarding Houses, &c. bbox=[844, 514, 971, 526]
agent-name: Hitchcock, H. bbox=[286, 1273, 326, 1282]
agent-location: The Triangle bbox=[373, 1161, 409, 1170]
divider bbox=[282, 604, 409, 605]
publication-item: Railway Tariff Amendment bbox=[150, 1030, 227, 1039]
signature: J. C. BELL, Hon. Secretary. bbox=[190, 888, 269, 897]
ad-text: WILL Stand at Ashburton the same as usual. PEDIGREE—Python is a bright bay horse, bred by the Hon. E. E. Cox, N.S.W. He stands 16 hands high, by Kyeglin out of Nutcut, dam of Daywork, Hercules, &c. Terms—£4 5s for one mare, payable 1st January, 1884. Groom 5s. bbox=[418, 420, 551, 480]
agent-name: Judson, C. P. H. bbox=[286, 1201, 331, 1210]
cough-remedy-heading: FOR COUGHS, BRONCHITIS, IN FLUENZA, COLDS, &C. bbox=[980, 298, 1102, 319]
horse-name: YOUNG SIR COLIN bbox=[424, 198, 545, 214]
ad-number: 10 632 bbox=[418, 377, 438, 386]
publication-item: Mining Companies Act, 1872 bbox=[150, 974, 233, 983]
ad-text: 1. A district horse shall mean any horse that has been commonly resident in the Counties of Ashburton or Geraldine from September 27, 1883, and up to the date of the forthcoming meeting. 2. General rules of Ashburton Racing Club and Canterbury Jockey Club racing rules strictly adhered to, and new scale of weight for age adopted. 3. Five per cent will be deducted from the gross of all moneys payable in accordance with programme. 4. All disputes, claims, and objections arising out of the racing shall be decided by the stewards. 5. All nominations and acceptances to be in the hands of the secretary before 9 p.m. on Saturday, Dec. 22. bbox=[146, 752, 273, 887]
column-1 bbox=[0, 47, 142, 1392]
ad-heading: ASK FOR POWELL'S BALSAM OF ANISEED bbox=[980, 1049, 1110, 1070]
column-4 bbox=[414, 47, 556, 1392]
ad-headline: Robert Murray, bbox=[849, 198, 966, 218]
signature: MR A. HOBBS, Owner, Quill's Hotel; or from Mr J. QUILL, Ashburton. bbox=[561, 564, 689, 580]
truth-paragraph: "If you are simply ailing, if you feel weak and dispirited, without clearly knowing why, Hop Bitters will Revive you. bbox=[146, 102, 273, 128]
ad-heading: EPPS'S CHOCOLATE ESSENCE bbox=[985, 604, 1105, 614]
ad-text: Proprietor, THOS. KEATING, London. bbox=[988, 905, 1102, 914]
publication-item: Dog Registration bbox=[150, 1142, 199, 1151]
divider bbox=[282, 782, 409, 783]
agent-name: Schoolmaster bbox=[286, 1217, 325, 1226]
divider bbox=[980, 437, 1110, 438]
ad-text: Twenty per cent. of the profits divided annually amongst the policy holders. bbox=[702, 170, 835, 188]
ad-text: TANCRED ST. (opposite the Arcade), Begs to intimate to the Ladies of Ashburton and neighbourhood that she has Winter Dress Materials that can be disposed of exceedingly cheap. Ladies Dresses and Underclothing made at the shortest notice. bbox=[282, 716, 409, 767]
clock-icon bbox=[876, 63, 940, 123]
masthead-rule bbox=[0, 42, 1114, 44]
ad-text: The following Government Publications, with others, can be obtained at the Office of this Paper:— bbox=[146, 939, 273, 965]
truth-paragraph: "If you are suffering from over eating or drinking, any indiscretion or dissipation, or are young and growing too fast, as is often the case, Hop Bitters will relieve you. bbox=[146, 209, 273, 243]
section-head: Government Notices. bbox=[560, 770, 693, 782]
divider bbox=[282, 473, 409, 474]
ad-heading: DOMESTIC PATTERN DEPOT. bbox=[293, 659, 398, 682]
ad-headline: J. A. Persson, bbox=[299, 929, 392, 947]
ad-heading: MUTUAL FIRE INSURANCE. bbox=[733, 62, 804, 84]
